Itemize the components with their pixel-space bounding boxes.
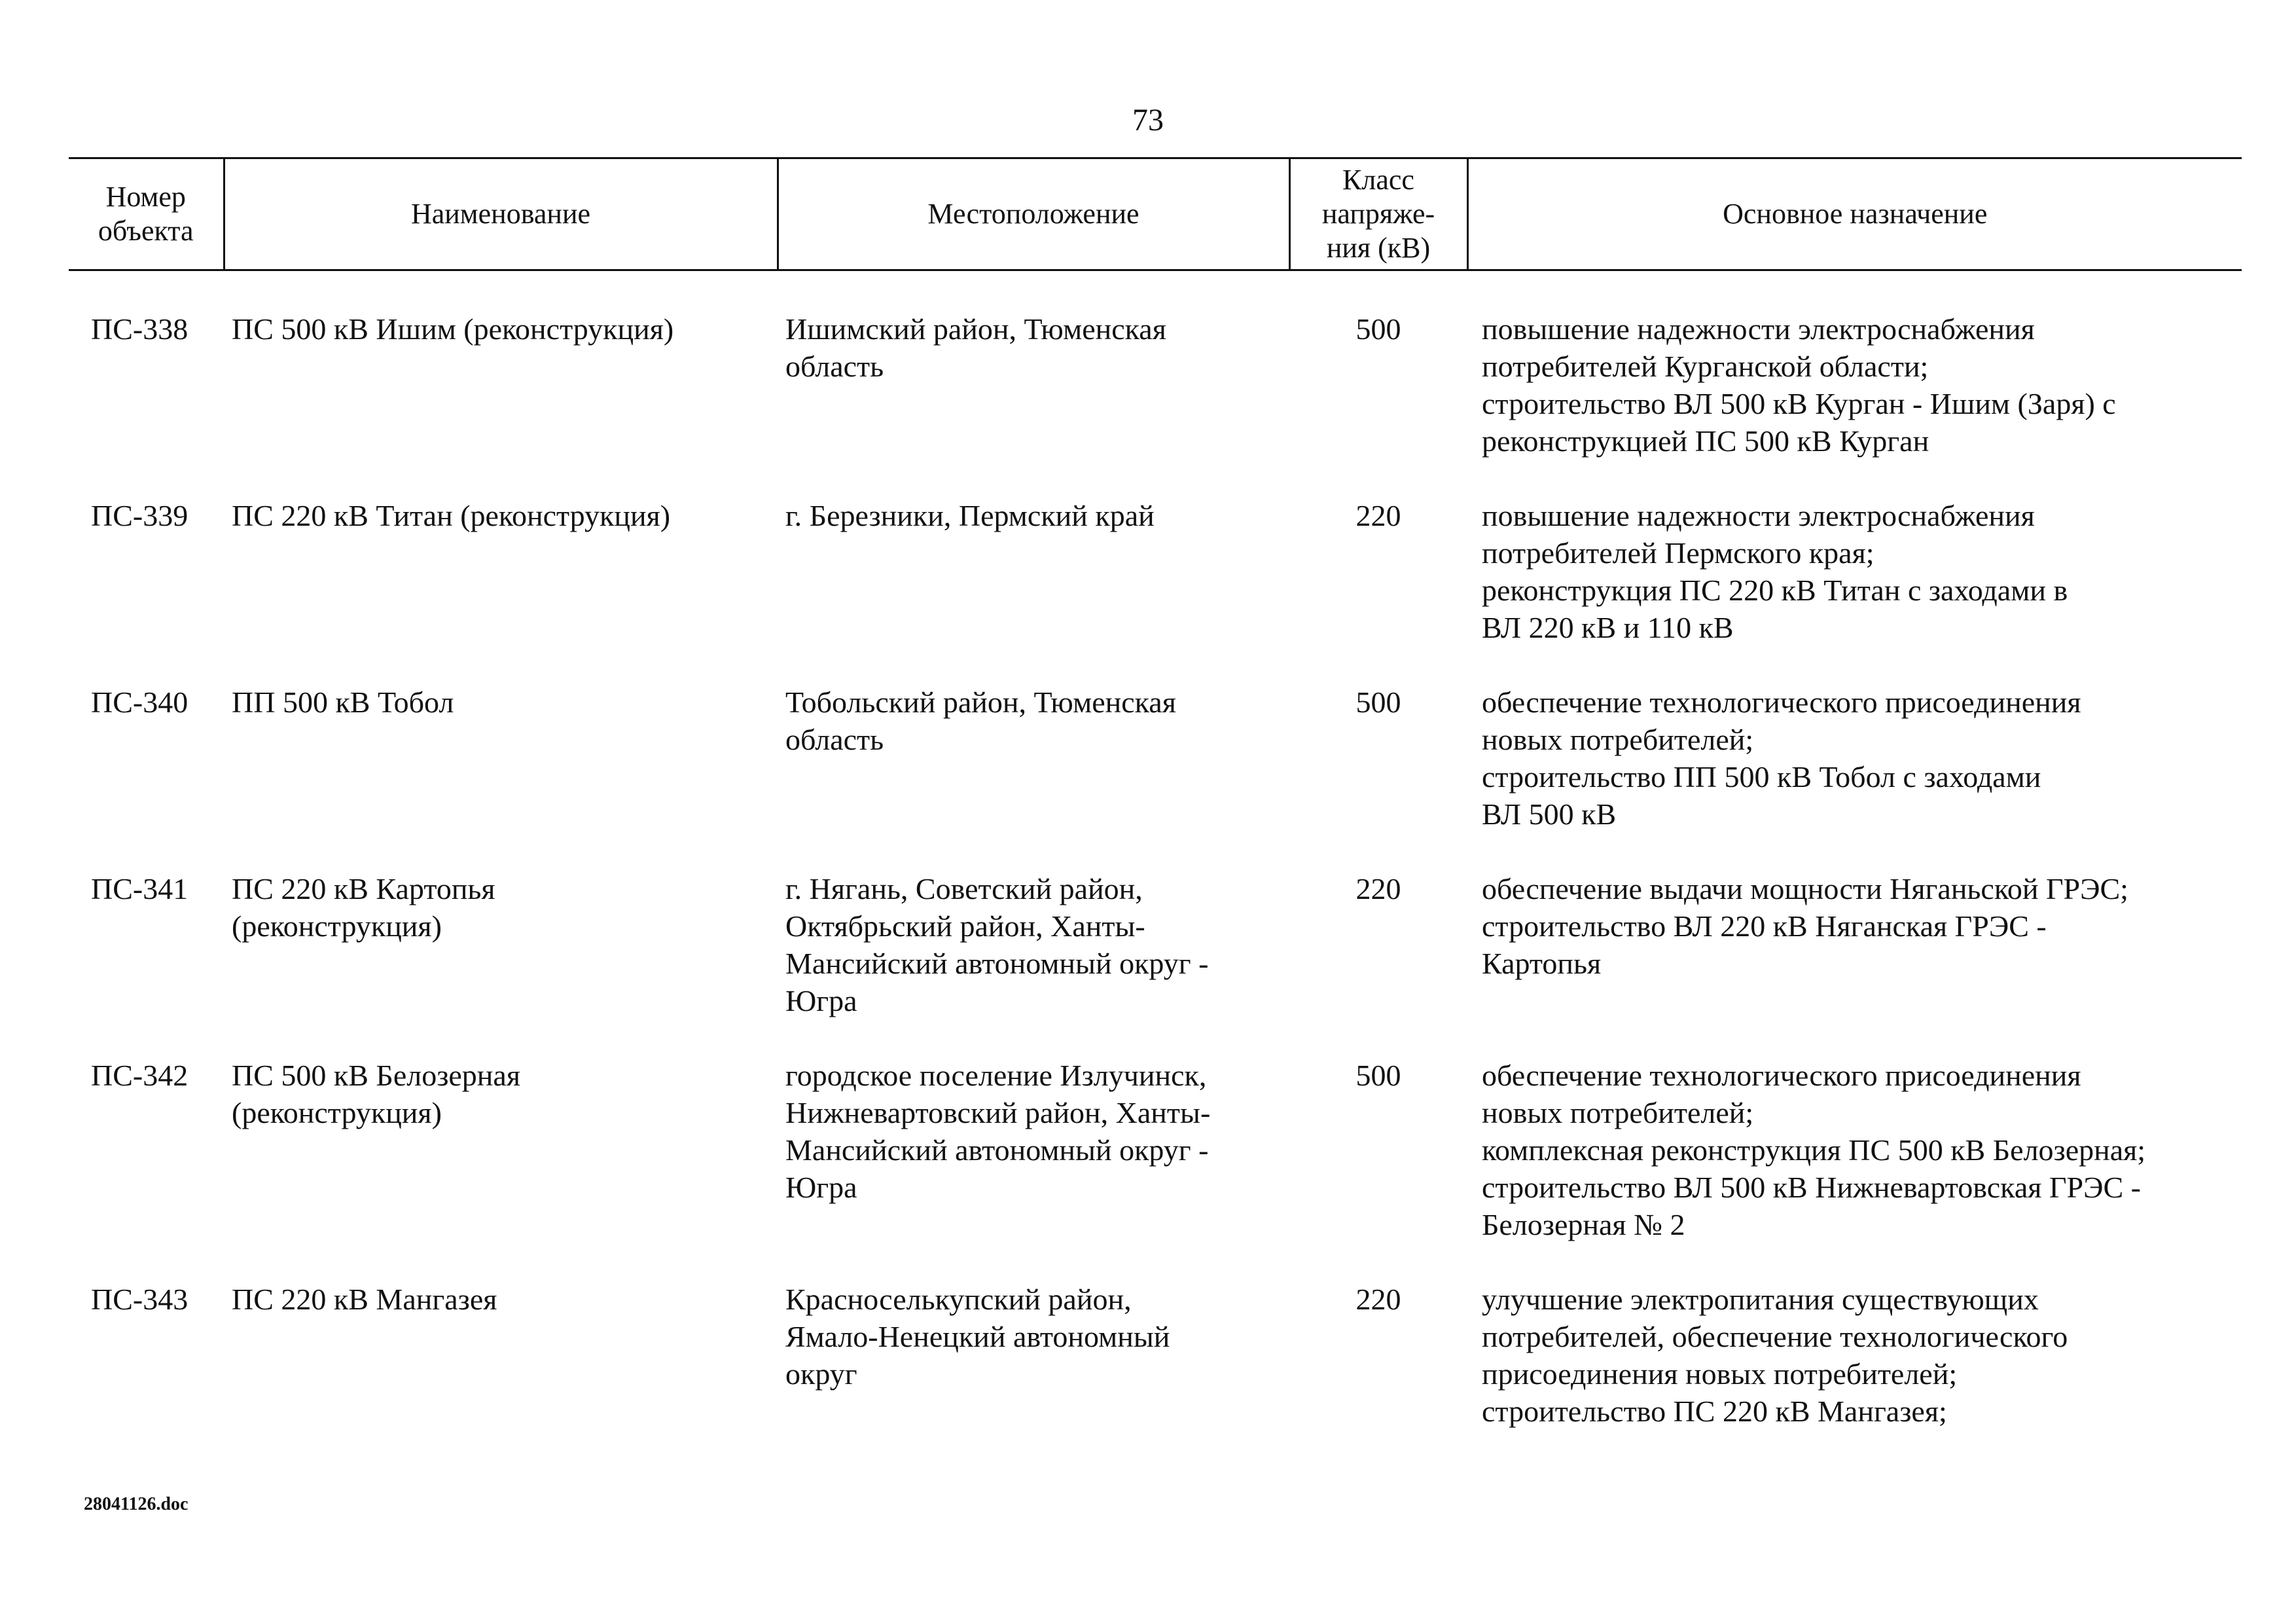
objects-table: [69, 157, 2242, 1467]
object-name: ПС 500 кВ Белозерная (реконструкция): [232, 1059, 520, 1129]
table-row: [69, 684, 2242, 870]
object-number: ПС-341: [91, 872, 188, 905]
object-number: ПС-339: [91, 499, 188, 532]
object-location: г. Нягань, Советский район, Октябрьский район, Ханты- Мансийский автономный округ - Югра: [785, 872, 1209, 1017]
object-number: ПС-338: [91, 312, 188, 346]
page-number: 73: [1132, 103, 1164, 137]
table-row: [69, 1281, 2242, 1467]
header-voltage-class: Класс напряже- ния (кВ): [1289, 158, 1467, 270]
header-name: Наименование: [224, 158, 778, 270]
object-name: ПС 220 кВ Титан (реконструкция): [232, 499, 671, 532]
header-object-number: Номер объекта: [69, 158, 224, 270]
object-location: Красноселькупский район, Ямало-Ненецкий автономный округ: [785, 1283, 1170, 1391]
object-voltage: 500: [1355, 1059, 1401, 1092]
object-name: ПС 500 кВ Ишим (реконструкция): [232, 312, 674, 346]
object-purpose: обеспечение выдачи мощности Няганьской ГРЭС; строительство ВЛ 220 кВ Няганская ГРЭС - Картопья: [1482, 872, 2128, 980]
object-number: ПС-343: [91, 1283, 188, 1316]
object-voltage: 220: [1355, 1283, 1401, 1316]
table-row: [69, 1057, 2242, 1281]
table-row: [69, 870, 2242, 1057]
table-row: [69, 270, 2242, 498]
header-main-purpose: Основное назначение: [1467, 158, 2242, 270]
header-location: Местоположение: [778, 158, 1289, 270]
object-voltage: 500: [1355, 312, 1401, 346]
object-purpose: обеспечение технологического присоединения новых потребителей; комплексная реконструкция ПС 500 кВ Белозерная; строительство ВЛ 500 кВ Нижневартовская ГРЭС - Белозерная № 2: [1482, 1059, 2146, 1241]
object-location: Тобольский район, Тюменская область: [785, 685, 1176, 756]
object-number: ПС-342: [91, 1059, 188, 1092]
object-name: ПС 220 кВ Мангазея: [232, 1283, 497, 1316]
table-header: [69, 158, 2242, 270]
object-location: городское поселение Излучинск, Нижневартовский район, Ханты- Мансийский автономный округ - Югра: [785, 1059, 1211, 1204]
table-row: [69, 497, 2242, 684]
object-purpose: повышение надежности электроснабжения потребителей Пермского края; реконструкция ПС 220 кВ Титан с заходами в ВЛ 220 кВ и 110 кВ: [1482, 499, 2068, 644]
table-body: [69, 270, 2242, 1468]
object-number: ПС-340: [91, 685, 188, 719]
footer-file-name: 28041126.doc: [84, 1494, 188, 1514]
object-purpose: обеспечение технологического присоединения новых потребителей; строительство ПП 500 кВ Тобол с заходами ВЛ 500 кВ: [1482, 685, 2081, 831]
object-purpose: улучшение электропитания существующих потребителей, обеспечение технологического присоединения новых потребителей; строительство ПС 220 кВ Мангазея;: [1482, 1283, 2068, 1428]
object-voltage: 500: [1355, 685, 1401, 719]
object-location: Ишимский район, Тюменская область: [785, 312, 1166, 383]
object-voltage: 220: [1355, 499, 1401, 532]
object-location: г. Березники, Пермский край: [785, 499, 1155, 532]
object-name: ПС 220 кВ Картопья (реконструкция): [232, 872, 495, 943]
object-purpose: повышение надежности электроснабжения потребителей Курганской области; строительство ВЛ 500 кВ Курган - Ишим (Заря) с реконструкцией ПС 500 кВ Курган: [1482, 312, 2116, 458]
object-voltage: 220: [1355, 872, 1401, 905]
object-name: ПП 500 кВ Тобол: [232, 685, 454, 719]
